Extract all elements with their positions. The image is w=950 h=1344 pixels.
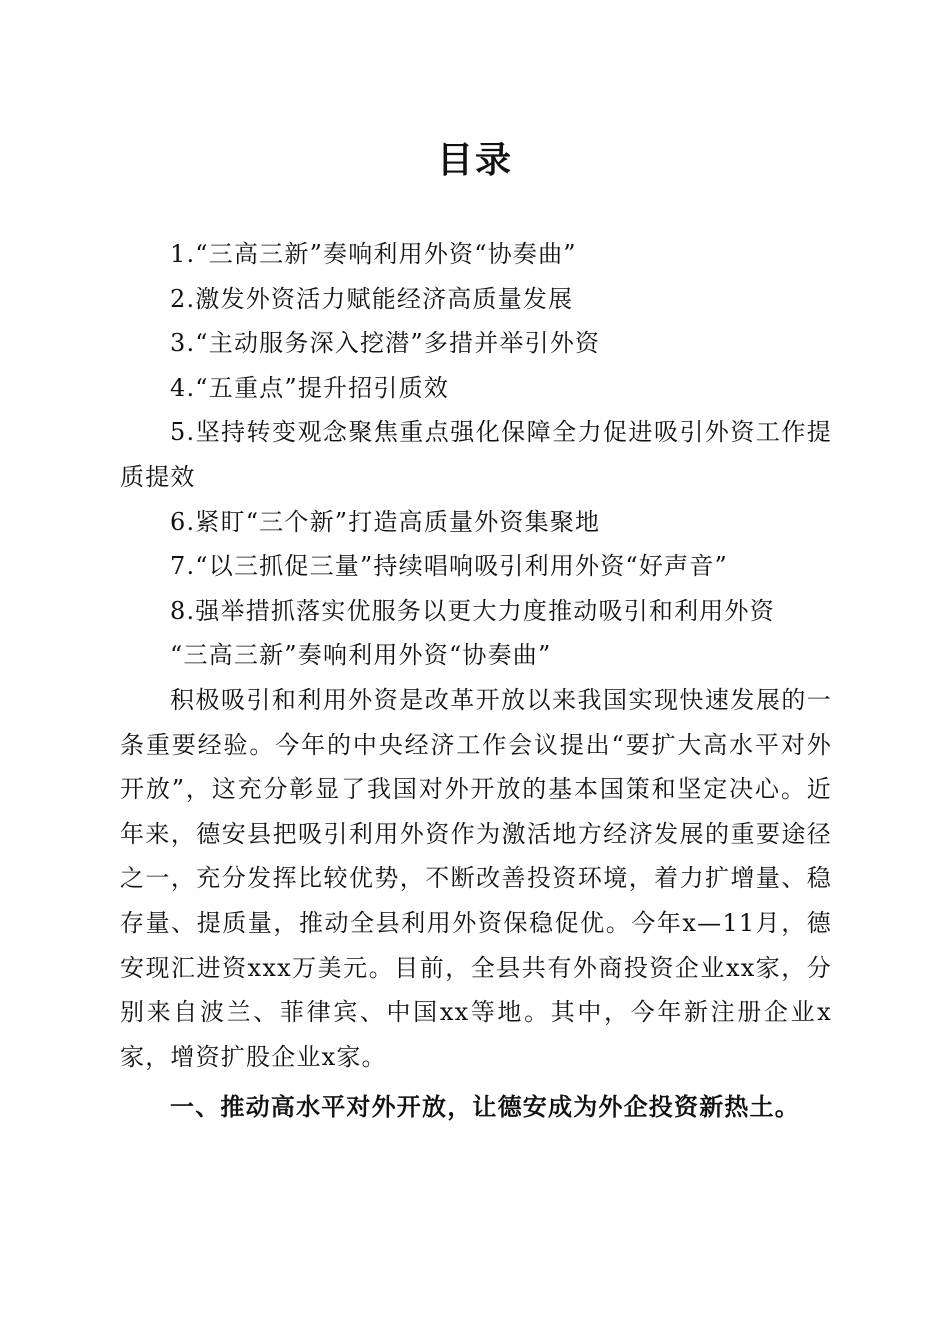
toc-item: 7.“以三抓促三量”持续唱响吸引利用外资“好声音”: [170, 552, 728, 581]
toc-item: 6.紧盯“三个新”打造高质量外资集聚地: [170, 507, 601, 536]
body-paragraph: 积极吸引和利用外资是改革开放以来我国实现快速发展的一条重要经验。今年的中央经济工作会议提出“要扩大高水平对外开放”，这充分彰显了我国对外开放的基本国策和坚定决心。近年来，德安县把吸引利用外资作为激活地方经济发展的重要途径之一，充分发挥比较优势，不断改善投资环境，着力扩增量、稳存量、提质量，推动全县利用外资保稳促优。今年x—11月，德安现汇进资xxx万美元。目前，全县共有外商投资企业xx家，分别来自波兰、菲律宾、中国xx等地。其中，今年新注册企业x家，增资扩股企业x家。: [120, 685, 832, 1071]
toc-item: 5.坚持转变观念聚焦重点强化保障全力促进吸引外资工作提质提效: [120, 418, 832, 491]
toc-item: 1.“三高三新”奏响利用外资“协奏曲”: [170, 240, 577, 268]
toc-item: 3.“主动服务深入挖潜”多措并举引外资: [170, 329, 601, 358]
section-heading: 一、推动高水平对外开放，让德安成为外企投资新热土。: [170, 1093, 800, 1122]
toc-item: 2.激发外资活力赋能经济高质量发展: [170, 284, 574, 313]
document-body: [120, 232, 832, 1130]
toc-item: 8.强举措抓落实优服务以更大力度推动吸引和利用外资: [170, 596, 775, 625]
toc-item: 4.“五重点”提升招引质效: [170, 373, 450, 402]
article-title: “三高三新”奏响利用外资“协奏曲”: [170, 641, 552, 670]
document-title: 目录: [436, 140, 513, 181]
